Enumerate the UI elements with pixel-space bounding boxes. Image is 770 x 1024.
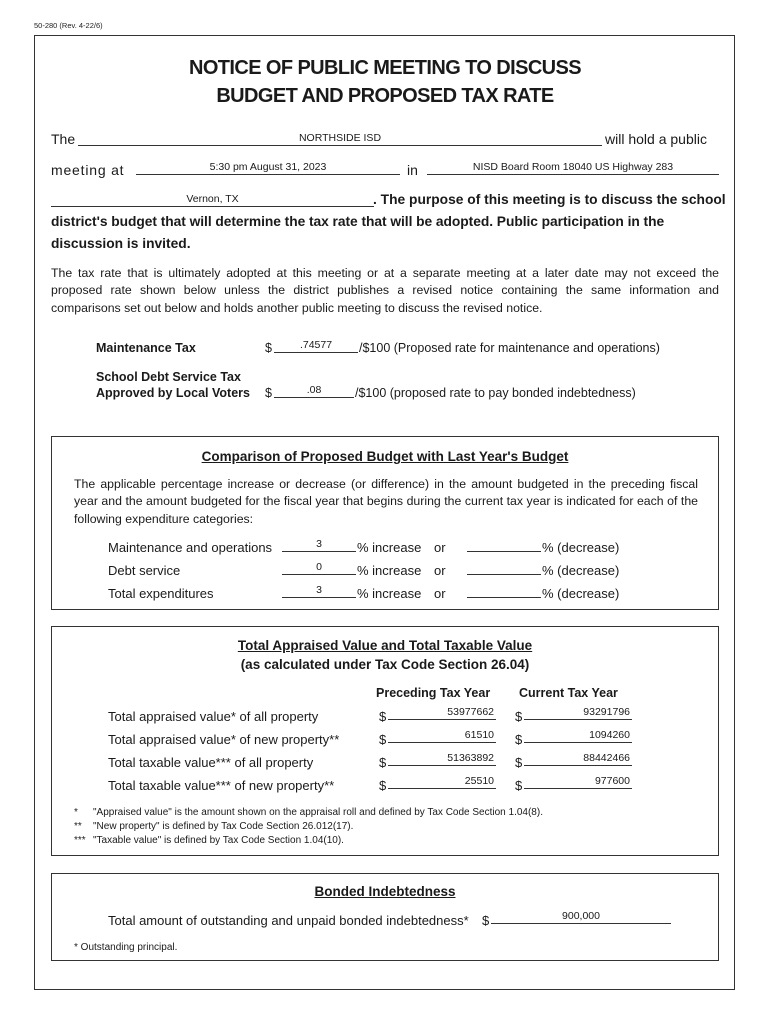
debt-dollar: $: [265, 386, 272, 400]
footnote-text: "Appraised value" is the amount shown on the appraisal roll and defined by Tax Code Section 1.04(8).: [93, 807, 543, 818]
appraised-row-label: Total appraised value* of new property**: [108, 732, 340, 747]
decrease-label: % (decrease): [542, 540, 620, 555]
comparison-increase-field[interactable]: [282, 562, 356, 575]
preceding-value: 51363892: [447, 752, 494, 764]
intro-the: The: [51, 131, 76, 147]
bonded-dollar: $: [482, 913, 490, 928]
appraised-row-label: Total appraised value* of all property: [108, 709, 319, 724]
current-value-field[interactable]: [524, 753, 632, 766]
district-name-field[interactable]: [78, 133, 602, 146]
comparison-text: The applicable percentage increase or decrease (or difference) in the amount budgeted in the preceding fiscal year and the amount budgeted for the fiscal year that begins during the current tax year is indicated for each of the following expenditure categories:: [74, 477, 698, 526]
preceding-year-column: Preceding Tax Year: [376, 686, 491, 700]
current-value: 93291796: [583, 706, 630, 718]
decrease-label: % (decrease): [542, 563, 620, 578]
increase-label: % increase: [357, 563, 422, 578]
current-value-field[interactable]: [524, 776, 632, 789]
intro-meeting-at: meeting at: [51, 162, 125, 178]
maintenance-rate-field[interactable]: [274, 340, 358, 353]
bonded-heading: Bonded Indebtedness: [314, 884, 456, 899]
meeting-time-field[interactable]: [136, 162, 400, 175]
footnote-mark: ***: [74, 835, 86, 846]
intro-in: in: [407, 162, 418, 178]
footnote-mark: *: [74, 807, 78, 818]
notice-title-line-1: NOTICE OF PUBLIC MEETING TO DISCUSS: [189, 57, 581, 79]
preceding-value-field[interactable]: [388, 776, 496, 789]
meeting-city-value: Vernon, TX: [186, 193, 239, 205]
current-year-column: Current Tax Year: [519, 686, 618, 700]
bonded-note: * Outstanding principal.: [74, 942, 178, 953]
appraised-row-label: Total taxable value*** of all property: [108, 755, 314, 770]
purpose-line-3: discussion is invited.: [51, 236, 191, 251]
meeting-time-value: 5:30 pm August 31, 2023: [209, 161, 327, 173]
dollar-sign: $: [379, 709, 387, 724]
current-value: 977600: [594, 775, 630, 787]
preceding-value-field[interactable]: [388, 730, 496, 743]
dollar-sign: $: [515, 732, 523, 747]
footnote-text: "New property" is defined by Tax Code Section 26.012(17).: [93, 821, 354, 832]
or-label: or: [434, 563, 446, 578]
comparison-row-label: Maintenance and operations: [108, 540, 273, 555]
bonded-value-field[interactable]: [491, 911, 671, 924]
intro-will-hold: will hold a public: [605, 131, 707, 147]
current-value: 1094260: [589, 729, 630, 741]
comparison-row-label: Debt service: [108, 563, 181, 578]
preceding-value-field[interactable]: [388, 707, 496, 720]
appraised-row-label: Total taxable value*** of new property**: [108, 778, 335, 793]
purpose-line-1: . The purpose of this meeting is to discuss the school: [373, 192, 726, 207]
dollar-sign: $: [515, 778, 523, 793]
increase-label: % increase: [357, 586, 422, 601]
meeting-place-value: NISD Board Room 18040 US Highway 283: [472, 161, 674, 173]
footnote-mark: **: [74, 821, 82, 832]
maintenance-rate-desc: /$100 (Proposed rate for maintenance and operations): [359, 341, 660, 355]
comparison-decrease-field[interactable]: [467, 539, 541, 552]
dollar-sign: $: [379, 778, 387, 793]
dollar-sign: $: [515, 709, 523, 724]
decrease-label: % (decrease): [542, 586, 620, 601]
or-label: or: [434, 540, 446, 555]
current-value-field[interactable]: [524, 707, 632, 720]
rate-paragraph: The tax rate that is ultimately adopted at this meeting or at a separate meeting at a later date may not exceed the proposed rate shown below unless the district publishes a revised notice containing the same information and comparisons set out below and holds another public meeting to discuss the revised notice.: [51, 266, 719, 315]
debt-tax-label-2: Approved by Local Voters: [96, 386, 250, 400]
notice-title-line-2: BUDGET AND PROPOSED TAX RATE: [216, 85, 554, 107]
comparison-row-label: Total expenditures: [108, 586, 214, 601]
comparison-decrease-field[interactable]: [467, 562, 541, 575]
appraised-heading: Total Appraised Value and Total Taxable Value: [237, 638, 533, 653]
dollar-sign: $: [379, 755, 387, 770]
appraised-subheading: (as calculated under Tax Code Section 26.04): [240, 657, 530, 672]
debt-tax-label-1: School Debt Service Tax: [96, 370, 241, 384]
or-label: or: [434, 586, 446, 601]
comparison-increase-field[interactable]: [282, 539, 356, 552]
debt-rate-field[interactable]: [274, 385, 354, 398]
district-name-value: NORTHSIDE ISD: [298, 132, 382, 144]
comparison-increase-value: 3: [316, 584, 322, 596]
meeting-place-field[interactable]: [427, 162, 719, 175]
current-value-field[interactable]: [524, 730, 632, 743]
maintenance-tax-label: Maintenance Tax: [96, 341, 196, 355]
dollar-sign: $: [515, 755, 523, 770]
preceding-value-field[interactable]: [388, 753, 496, 766]
comparison-increase-field[interactable]: [282, 585, 356, 598]
current-value: 88442466: [583, 752, 630, 764]
preceding-value: 53977662: [447, 706, 494, 718]
comparison-increase-value: 3: [316, 538, 322, 550]
maintenance-dollar: $: [265, 341, 272, 355]
debt-rate-value: .08: [306, 384, 322, 396]
form-number: 50-280 (Rev. 4-22/6): [34, 21, 103, 30]
bonded-label: Total amount of outstanding and unpaid bonded indebtedness*: [108, 913, 469, 928]
comparison-decrease-field[interactable]: [467, 585, 541, 598]
maintenance-rate-value: .74577: [299, 339, 333, 351]
comparison-heading: Comparison of Proposed Budget with Last Year's Budget: [201, 449, 569, 464]
dollar-sign: $: [379, 732, 387, 747]
meeting-city-field[interactable]: [51, 194, 374, 207]
comparison-increase-value: 0: [316, 561, 322, 573]
bonded-value: 900,000: [562, 910, 600, 922]
increase-label: % increase: [357, 540, 422, 555]
footnote-text: "Taxable value" is defined by Tax Code Section 1.04(10).: [93, 835, 344, 846]
debt-rate-desc: /$100 (proposed rate to pay bonded indebtedness): [355, 386, 636, 400]
purpose-line-2: district's budget that will determine the tax rate that will be adopted. Public participation in the: [51, 214, 665, 229]
preceding-value: 61510: [464, 729, 494, 741]
preceding-value: 25510: [464, 775, 494, 787]
